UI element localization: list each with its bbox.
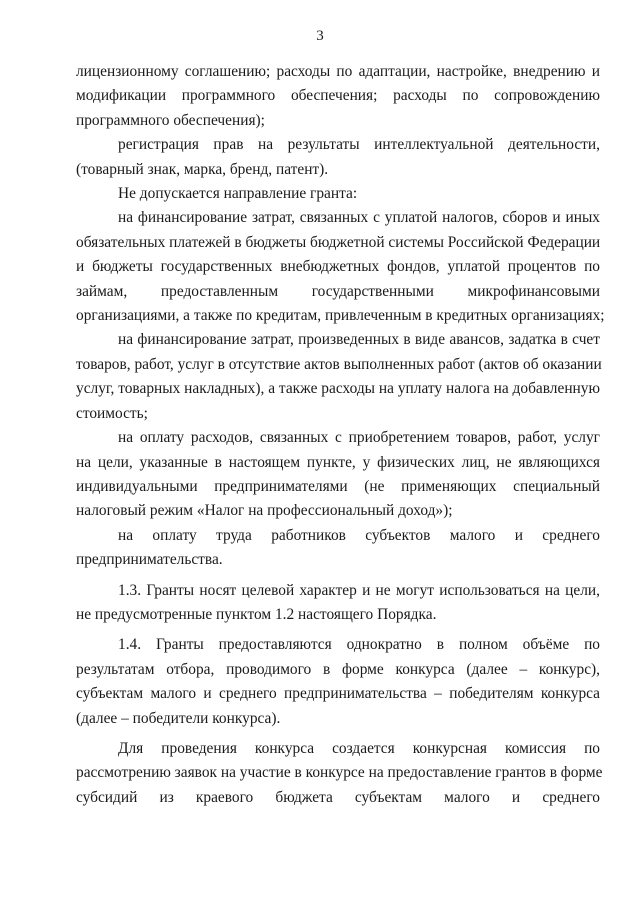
text-line: стоимость; (76, 404, 148, 422)
text-line: результатам отбора, проводимого в форме конкурса (далее – конкурс), (76, 660, 600, 678)
document-body (76, 60, 605, 810)
text-line: 1.4. Гранты предоставляются однократно в полном объёме по (118, 636, 600, 654)
text-line: индивидуальными предпринимателями (не применяющих специальный (76, 477, 600, 495)
paragraph-not-allowed-heading (76, 182, 600, 206)
text-line: лицензионному соглашению; расходы по адаптации, настройке, внедрению и (76, 63, 600, 80)
text-line: модификации программного обеспечения; расходы по сопровождению (76, 87, 600, 105)
text-line: (далее – победители конкурса). (76, 709, 281, 727)
paragraph-advances-exclusion (76, 328, 600, 426)
text-line: на оплату расходов, связанных с приобретением товаров, работ, услуг (118, 429, 600, 447)
text-line: рассмотрению заявок на участие в конкурсе на предоставление грантов в форме (76, 764, 603, 782)
text-line: обязательных платежей в бюджеты бюджетной системы Российской Федерации (76, 233, 601, 251)
text-line: субсидий из краевого бюджета субъектам малого и среднего (76, 788, 600, 806)
text-line: субъектам малого и среднего предпринимательства – победителям конкурса (76, 685, 600, 703)
text-line: на финансирование затрат, связанных с уплатой налогов, сборов и иных (118, 209, 600, 227)
text-line: не предусмотренные пунктом 1.2 настоящего Порядка. (76, 605, 437, 623)
text-line: предпринимательства. (76, 551, 223, 569)
text-line: (товарный знак, марка, бренд, патент). (76, 160, 329, 178)
paragraph-section-1-3 (76, 579, 600, 628)
text-line: Для проведения конкурса создается конкурсная комиссия по (118, 739, 600, 757)
text-line: займам, предоставленным государственными микрофинансовыми (76, 282, 600, 300)
text-line: Не допускается направление гранта: (118, 185, 358, 203)
paragraph-ip-registration (76, 133, 600, 182)
paragraph-individuals-exclusion (76, 426, 600, 524)
paragraph-section-1-4 (76, 633, 600, 731)
paragraph-taxes-exclusion (76, 206, 605, 328)
text-line: услуг, товарных накладных), а также расходы на уплату налога на добавленную (76, 380, 600, 398)
text-line: налоговый режим «Налог на профессиональный доход»); (76, 502, 453, 520)
text-line: и бюджеты государственных внебюджетных фондов, уплатой процентов по (76, 258, 600, 276)
text-line: на цели, указанные в настоящем пункте, у физических лиц, не являющихся (76, 453, 600, 471)
text-line: организациями, а также по кредитам, привлеченным в кредитных организациях; (76, 307, 605, 325)
text-line: программного обеспечения); (76, 111, 265, 129)
text-line: 1.3. Гранты носят целевой характер и не могут использоваться на цели, (118, 581, 600, 599)
text-line: на финансирование затрат, произведенных в виде авансов, задатка в счет (118, 331, 600, 349)
paragraph-commission (76, 737, 603, 810)
text-line: на оплату труда работников субъектов малого и среднего (118, 526, 600, 544)
page-number: 3 (316, 28, 324, 44)
text-line: товаров, работ, услуг в отсутствие актов выполненных работ (актов об оказании (76, 355, 602, 373)
paragraph-salary-exclusion (76, 524, 600, 573)
text-line: регистрация прав на результаты интеллектуальной деятельности, (118, 136, 600, 154)
paragraph-software-costs (76, 60, 600, 133)
